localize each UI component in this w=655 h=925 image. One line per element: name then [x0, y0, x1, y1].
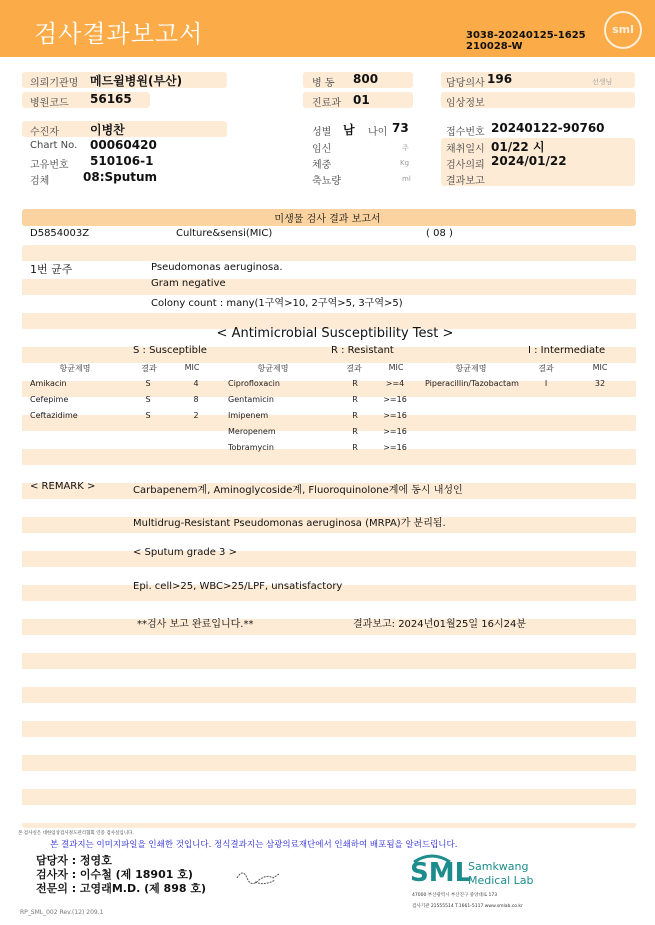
antibiotic-name: Meropenem: [228, 427, 276, 436]
mic-value: >=4: [385, 379, 405, 388]
collect-label: 채취일시: [446, 144, 485, 155]
column-header: 결과: [538, 364, 554, 373]
collect-value: 01/22 시: [491, 140, 545, 154]
mic-value: >=16: [383, 395, 407, 404]
document-id: [466, 30, 586, 52]
doctor-suffix: 선생님: [592, 78, 613, 86]
column-header: 항균제명: [455, 364, 487, 373]
remark-label: < REMARK >: [30, 481, 96, 492]
organism: Pseudomonas aeruginosa.: [151, 262, 283, 273]
report-time: 결과보고: 2024년01월25일 16시24분: [353, 619, 527, 630]
sml-lab-logo: SML: [410, 858, 472, 888]
tester: 검사자 : 이수철 (제 18901 호): [36, 868, 193, 881]
susceptibility-result: S: [145, 379, 151, 388]
susceptibility-result: R: [352, 379, 358, 388]
mic-value: 4: [193, 379, 199, 388]
susceptibility-result: R: [352, 395, 358, 404]
receipt-label: 접수번호: [446, 127, 485, 138]
remark-line-2: Multidrug-Resistant Pseudomonas aeruginosa (MRPA)가 분리됨.: [133, 518, 446, 529]
doctor-label: 담당의사: [446, 78, 485, 89]
ward-value: 800: [353, 72, 379, 86]
specimen-value: 08:Sputum: [83, 170, 158, 184]
susceptibility-result: S: [145, 411, 151, 420]
patient-label: 수진자: [30, 127, 59, 138]
weight-unit: Kg: [400, 159, 410, 167]
request-label: 검사의뢰: [446, 160, 485, 171]
test-code: D5854003Z: [30, 228, 90, 239]
column-header: MIC: [184, 363, 200, 372]
susceptibility-result: R: [352, 411, 358, 420]
cert-note: 본 검사실은 대한임상검사정도관리협회 인증 검사실입니다.: [18, 831, 134, 836]
susceptibility-result: I: [544, 379, 548, 388]
antibiotic-name: Ciprofloxacin: [228, 379, 280, 388]
test-code2: ( 08 ): [426, 228, 453, 239]
mic-value: >=16: [383, 443, 407, 452]
signature-icon: [235, 866, 285, 888]
ast-title: < Antimicrobial Susceptibility Test >: [216, 326, 454, 341]
request-value: 2024/01/22: [491, 154, 567, 168]
lab-address: 47000 부산광역시 부산진구 중앙대로 173: [412, 893, 498, 898]
logo-arc-icon: [412, 853, 452, 863]
legend-r: R : Resistant: [331, 345, 394, 356]
column-header: 항균제명: [59, 364, 91, 373]
sex-value: 남: [343, 123, 355, 137]
legend-s: S : Susceptible: [133, 345, 207, 356]
antibiotic-name: Piperacillin/Tazobactam: [425, 379, 519, 388]
sml-logo-icon: sml: [604, 11, 642, 49]
pregnancy-unit: 주: [402, 144, 409, 152]
patient-value: 이병찬: [90, 123, 125, 137]
lab-name-1: Samkwang: [468, 860, 529, 873]
institution-label: 의뢰기관명: [30, 78, 79, 89]
manager: 담당자 : 정영호: [36, 854, 112, 867]
dept-label: 진료과: [312, 98, 341, 109]
clinical-label: 임상정보: [446, 98, 485, 109]
susceptibility-result: R: [352, 443, 358, 452]
sex-label: 성별: [312, 127, 332, 138]
age-label: 나이: [368, 127, 388, 138]
column-header: 결과: [141, 364, 157, 373]
susceptibility-result: R: [352, 427, 358, 436]
mic-value: >=16: [383, 427, 407, 436]
mic-value: 2: [193, 411, 199, 420]
unique-label: 고유번호: [30, 160, 69, 171]
chart-value: 00060420: [90, 138, 157, 152]
hospital-code-label: 병원코드: [30, 98, 69, 109]
chart-label: Chart No.: [30, 140, 78, 151]
report-label: 결과보고: [446, 176, 485, 187]
column-header: 항균제명: [257, 364, 289, 373]
age-value: 73: [392, 121, 409, 135]
unique-value: 510106-1: [90, 154, 154, 168]
section-title: 미생물 검사 결과 보고서: [274, 214, 381, 225]
doc-id-2: 210028-W: [466, 41, 523, 52]
mic-value: >=16: [383, 411, 407, 420]
test-name: Culture&sensi(MIC): [176, 228, 273, 239]
ward-label: 병 동: [312, 78, 335, 89]
column-header: MIC: [388, 363, 404, 372]
specialist: 전문의 : 고영래M.D. (제 898 호): [36, 882, 207, 895]
antibiotic-name: Tobramycin: [228, 443, 274, 452]
weight-label: 체중: [312, 160, 332, 171]
complete-text: **검사 보고 완료입니다.**: [137, 619, 254, 630]
doctor-value: 196: [487, 72, 513, 86]
antibiotic-name: Amikacin: [30, 379, 67, 388]
column-header: MIC: [592, 363, 608, 372]
mic-value: 32: [594, 379, 606, 388]
column-header: 결과: [346, 364, 362, 373]
antibiotic-name: Gentamicin: [228, 395, 274, 404]
receipt-value: 20240122-90760: [491, 121, 605, 135]
urine-unit: ml: [402, 175, 411, 183]
doc-id-1: 3038-20240125-1625: [466, 30, 586, 41]
antibiotic-name: Imipenem: [228, 411, 269, 420]
lab-name-2: Medical Lab: [468, 874, 534, 887]
remark-line-4: Epi. cell>25, WBC>25/LPF, unsatisfactory: [133, 581, 343, 592]
dept-value: 01: [353, 93, 370, 107]
pregnancy-label: 임신: [312, 144, 332, 155]
urine-label: 축뇨량: [312, 176, 341, 187]
gram-stain: Gram negative: [151, 278, 226, 289]
hospital-code-value: 56165: [90, 92, 132, 106]
lab-contact: 검사기관 21555514 T.1661-5117 www.smlab.co.kr: [412, 904, 523, 909]
specimen-label: 검체: [30, 176, 50, 187]
remark-line-1: Carbapenem계, Aminoglycoside계, Fluoroquinolone계에 동시 내성인: [133, 485, 463, 496]
institution-value: 메드윌병원(부산): [90, 74, 183, 88]
report-title: 검사결과보고서: [34, 20, 204, 48]
strain-label: 1번 균주: [30, 263, 73, 276]
antibiotic-name: Cefepime: [30, 395, 69, 404]
legend-i: I : Intermediate: [528, 345, 606, 356]
susceptibility-result: S: [145, 395, 151, 404]
colony-count: Colony count : many(1구역>10, 2구역>5, 3구역>5): [151, 298, 403, 309]
antibiotic-name: Ceftazidime: [30, 411, 78, 420]
remark-line-3: < Sputum grade 3 >: [133, 547, 237, 558]
mic-value: 8: [193, 395, 199, 404]
form-id: RP_SML_002 Rev.(12) 209.1: [20, 909, 104, 916]
notice: 본 결과지는 이미지파일을 인쇄한 것입니다. 정식결과지는 삼광의료재단에서 인쇄하여 배포됨을 알려드립니다.: [50, 840, 458, 850]
